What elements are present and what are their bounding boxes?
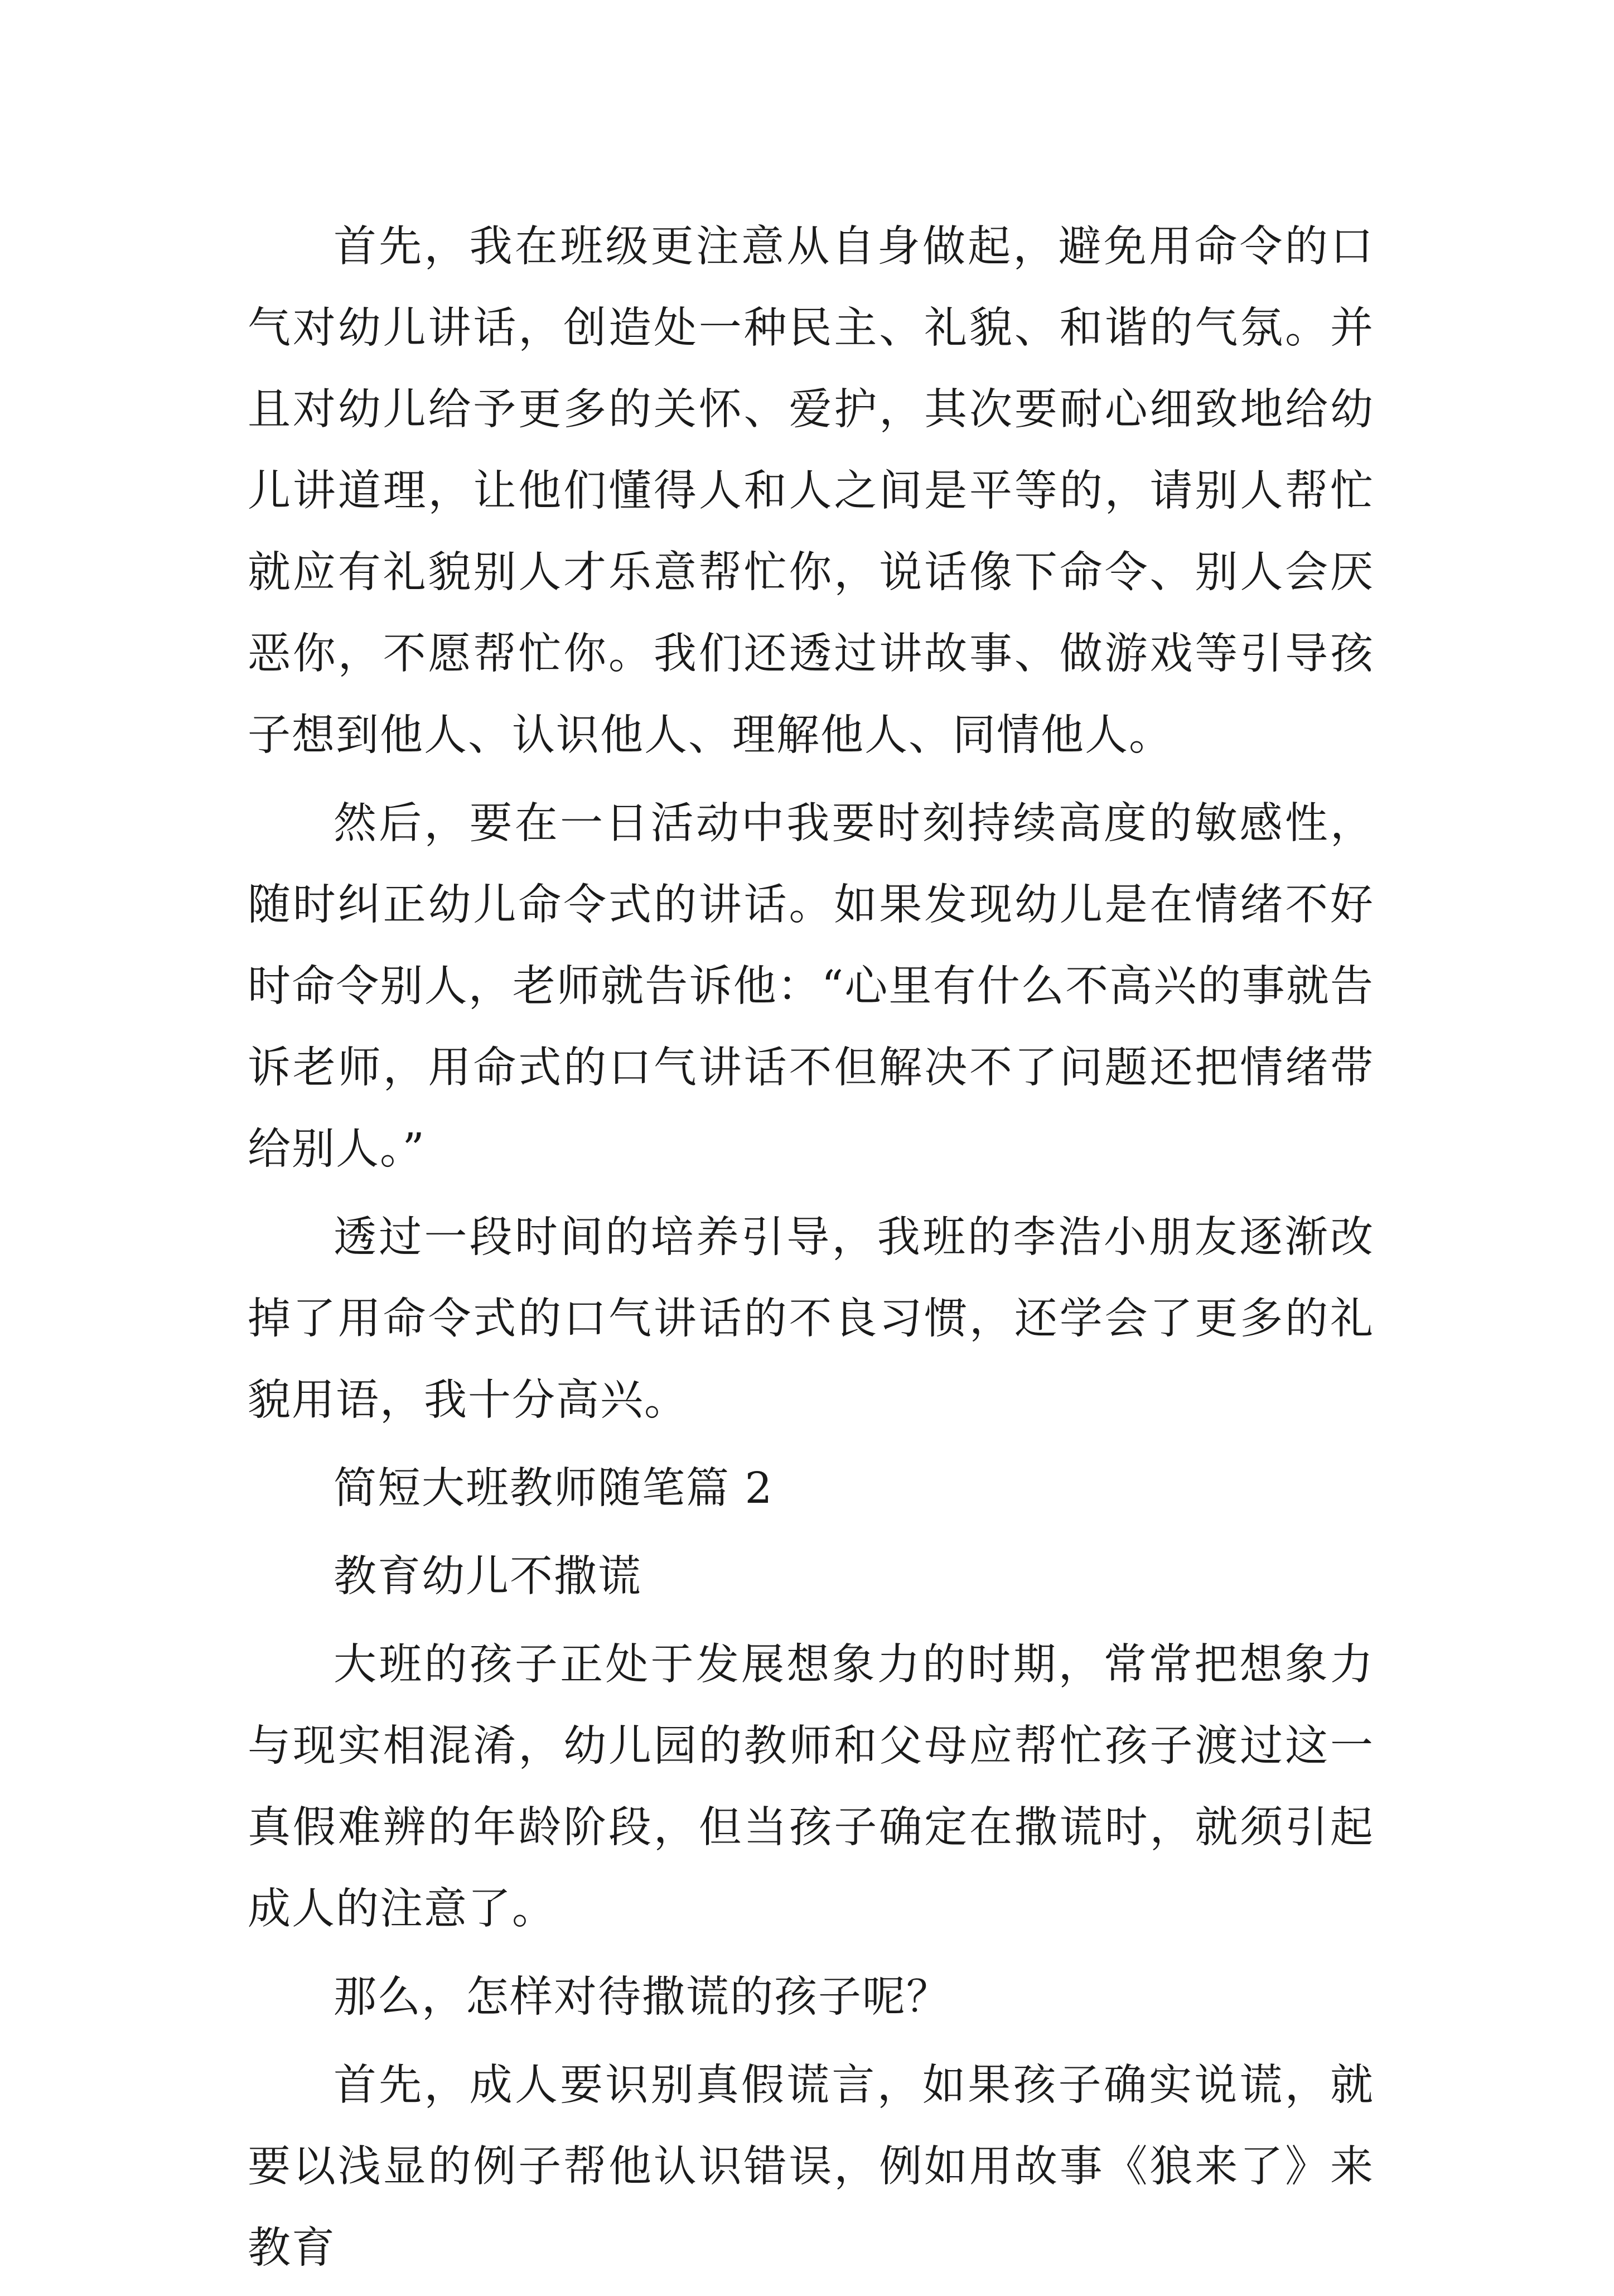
paragraph-2: 然后，要在一日活动中我要时刻持续高度的敏感性，随时纠正幼儿命令式的讲话。如果发现幼儿是在情绪不好时命令别人，老师就告诉他：“心里有什么不高兴的事就告诉老师，用命式的口气讲话不但解决不了问题还把情绪带给别人。” [248, 799, 1374, 1174]
paragraph-1: 首先，我在班级更注意从自身做起，避免用命令的口气对幼儿讲话，创造处一种民主、礼貌、和谐的气氛。并且对幼儿给予更多的关怀、爱护，其次要耐心细致地给幼儿讲道理，让他们懂得人和人之间是平等的，请别人帮忙就应有礼貌别人才乐意帮忙你，说话像下命令、别人会厌恶你，不愿帮忙你。我们还透过讲故事、做游戏等引导孩子想到他人、认识他人、理解他人、同情他人。 [248, 222, 1374, 760]
section-title: 简短大班教师随笔篇 2 [334, 1464, 774, 1513]
paragraph-5: 那么，怎样对待撒谎的孩子呢？ [334, 1972, 950, 2022]
paragraph-4: 大班的孩子正处于发展想象力的时期，常常把想象力与现实相混淆，幼儿园的教师和父母应帮忙孩子渡过这一真假难辨的年龄阶段，但当孩子确定在撒谎时，就须引起成人的注意了。 [248, 1640, 1374, 1934]
section-subtitle: 教育幼儿不撒谎 [334, 1552, 642, 1602]
paragraph-6: 首先，成人要识别真假谎言，如果孩子确实说谎，就要以浅显的例子帮他认识错误，例如用故事《狼来了》来教育 [248, 2061, 1374, 2273]
document-body [248, 206, 1374, 2296]
paragraph-3: 透过一段时间的培养引导，我班的李浩小朋友逐渐改掉了用命令式的口气讲话的不良习惯，还学会了更多的礼貌用语，我十分高兴。 [248, 1213, 1374, 1425]
